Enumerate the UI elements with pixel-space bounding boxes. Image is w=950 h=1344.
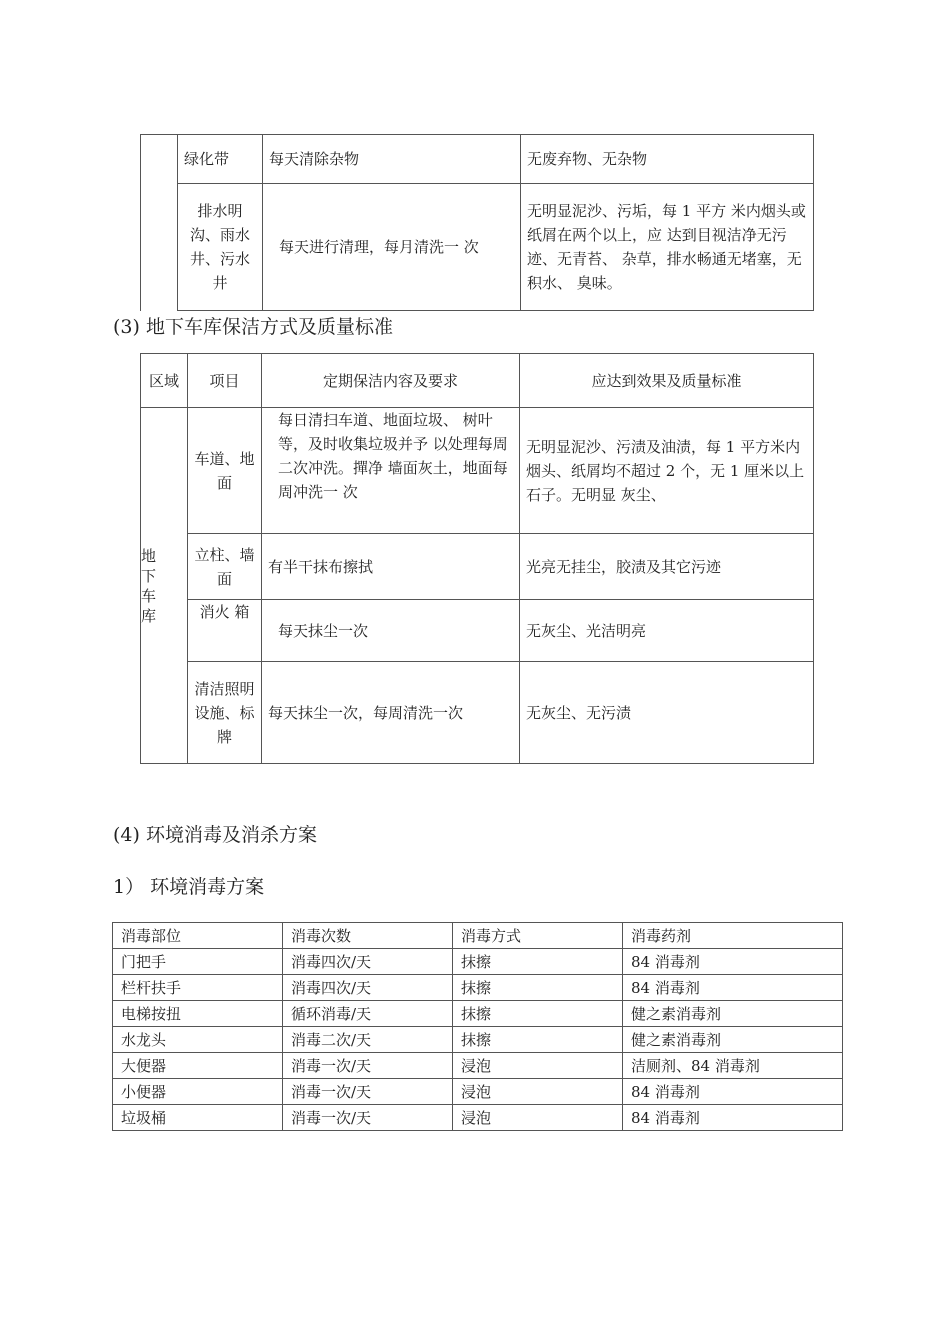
table-row (113, 1001, 843, 1027)
header-content: 定期保洁内容及要求 (262, 354, 520, 408)
table-row (113, 1027, 843, 1053)
agent-cell: 健之素消毒剂 (623, 1027, 843, 1053)
table-row (141, 662, 814, 764)
location-cell: 电梯按扭 (113, 1001, 283, 1027)
table-row (113, 949, 843, 975)
standard-cell: 光亮无挂尘，胶渍及其它污迹 (520, 534, 814, 600)
area-cell (141, 135, 178, 311)
agent-cell: 洁厕剂、84 消毒剂 (623, 1053, 843, 1079)
header-agent: 消毒药剂 (623, 923, 843, 949)
item-cell: 车道、地面 (188, 408, 262, 534)
standard-cell: 无灰尘、光洁明亮 (520, 600, 814, 662)
content-cell: 有半干抹布擦拭 (262, 534, 520, 600)
standard-cell: 无灰尘、无污渍 (520, 662, 814, 764)
standard-cell: 无废弃物、无杂物 (521, 135, 814, 184)
table-row (113, 1105, 843, 1131)
method-cell: 抹擦 (453, 1027, 623, 1053)
agent-cell: 84 消毒剂 (623, 1079, 843, 1105)
table-row (113, 1053, 843, 1079)
content-cell: 每天抹尘一次，每周清洗一次 (262, 662, 520, 764)
table-row (113, 1079, 843, 1105)
location-cell: 大便器 (113, 1053, 283, 1079)
frequency-cell: 消毒一次/天 (283, 1053, 453, 1079)
content-cell: 每天进行清理，每月清洗一 次 (263, 184, 521, 311)
location-cell: 水龙头 (113, 1027, 283, 1053)
section-3-heading: (3) 地下车库保洁方式及质量标准 (113, 316, 393, 338)
agent-cell: 84 消毒剂 (623, 975, 843, 1001)
frequency-cell: 消毒四次/天 (283, 975, 453, 1001)
header-standard: 应达到效果及质量标准 (520, 354, 814, 408)
disinfection-table (112, 922, 843, 1131)
table-row (141, 534, 814, 600)
agent-cell: 84 消毒剂 (623, 1105, 843, 1131)
item-cell: 立柱、墙面 (188, 534, 262, 600)
method-cell: 抹擦 (453, 975, 623, 1001)
header-item: 项目 (188, 354, 262, 408)
location-cell: 栏杆扶手 (113, 975, 283, 1001)
cleaning-standard-table-continued (140, 134, 814, 311)
area-cell: 地下车库 (141, 408, 188, 764)
frequency-cell: 循环消毒/天 (283, 1001, 453, 1027)
method-cell: 浸泡 (453, 1053, 623, 1079)
location-cell: 小便器 (113, 1079, 283, 1105)
method-cell: 浸泡 (453, 1079, 623, 1105)
table-row (141, 408, 814, 534)
location-cell: 门把手 (113, 949, 283, 975)
header-frequency: 消毒次数 (283, 923, 453, 949)
header-location: 消毒部位 (113, 923, 283, 949)
section-4-subheading: 1） 环境消毒方案 (113, 876, 265, 898)
table-row (141, 135, 814, 184)
item-cell: 消火 箱 (188, 600, 262, 662)
content-cell: 每天抹尘一次 (262, 600, 520, 662)
header-area: 区域 (141, 354, 188, 408)
agent-cell: 84 消毒剂 (623, 949, 843, 975)
frequency-cell: 消毒一次/天 (283, 1105, 453, 1131)
content-cell: 每日清扫车道、地面垃圾、 树叶等，及时收集垃圾并予 以处理每周二次冲洗。撣净 墙面灰土，地面每周冲洗一 次 (262, 408, 520, 534)
section-4-heading: (4) 环境消毒及消杀方案 (113, 824, 317, 846)
table-header-row (113, 923, 843, 949)
garage-cleaning-table (140, 353, 814, 764)
header-method: 消毒方式 (453, 923, 623, 949)
agent-cell: 健之素消毒剂 (623, 1001, 843, 1027)
standard-cell: 无明显泥沙、污垢，每 1 平方 米内烟头或纸屑在两个以上，应 达到目视洁净无污迹、无青苔、 杂草，排水畅通无堵塞，无积水、 臭味。 (521, 184, 814, 311)
standard-cell: 无明显泥沙、污渍及油渍，每 1 平方米内烟头、纸屑均不超过 2 个，无 1 厘米以上石子。无明显 灰尘、 (520, 408, 814, 534)
item-cell: 清洁照明设施、标牌 (188, 662, 262, 764)
content-cell: 每天清除杂物 (263, 135, 521, 184)
frequency-cell: 消毒二次/天 (283, 1027, 453, 1053)
table-row (141, 600, 814, 662)
frequency-cell: 消毒一次/天 (283, 1079, 453, 1105)
item-cell: 绿化带 (178, 135, 263, 184)
method-cell: 浸泡 (453, 1105, 623, 1131)
location-cell: 垃圾桶 (113, 1105, 283, 1131)
table-row (113, 975, 843, 1001)
frequency-cell: 消毒四次/天 (283, 949, 453, 975)
method-cell: 抹擦 (453, 949, 623, 975)
item-cell: 排水明沟、雨水井、污水井 (178, 184, 263, 311)
table-row (141, 184, 814, 311)
method-cell: 抹擦 (453, 1001, 623, 1027)
table-header-row (141, 354, 814, 408)
